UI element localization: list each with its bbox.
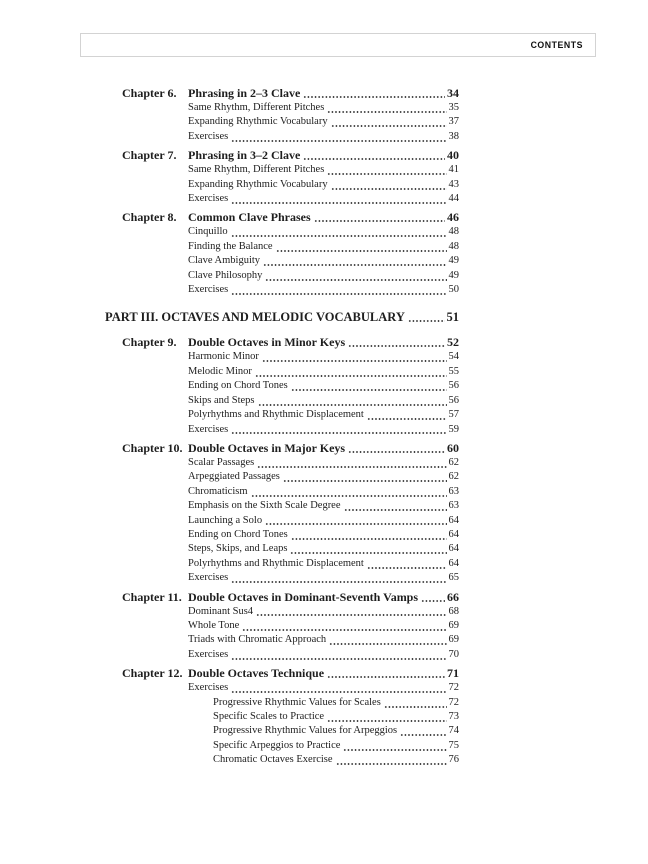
- dot-leader: [290, 379, 448, 393]
- entry-title: Exercises: [188, 648, 229, 660]
- dot-leader: [326, 101, 447, 115]
- page-number: 40: [447, 148, 459, 163]
- toc-row-chapter: [122, 590, 459, 605]
- chapter-label: Chapter 6.: [122, 86, 177, 100]
- toc-row-sub: [122, 130, 459, 144]
- dot-leader: [230, 283, 447, 297]
- toc-row-sub: [122, 365, 459, 379]
- toc-row-sub: [122, 394, 459, 408]
- dot-leader: [399, 724, 447, 738]
- entry-title: Progressive Rhythmic Values for Arpeggios: [213, 725, 398, 737]
- dot-leader: [254, 365, 448, 379]
- entry-title: Clave Philosophy: [188, 269, 263, 281]
- toc-row-sub2: [122, 739, 459, 753]
- entry-title: Triads with Chromatic Approach: [188, 634, 327, 646]
- page-number: 74: [448, 725, 459, 737]
- entry-title: Harmonic Minor: [188, 351, 259, 363]
- entry-title: Polyrhythms and Rhythmic Displacement: [188, 557, 364, 569]
- page-number: 65: [448, 572, 459, 584]
- entry-title: Launching a Solo: [188, 514, 263, 526]
- toc-list: [105, 86, 459, 768]
- page-number: 68: [448, 605, 459, 617]
- dot-leader: [313, 210, 446, 225]
- toc-row-sub: [122, 571, 459, 585]
- toc-row-sub: [122, 681, 459, 695]
- entry-title: Expanding Rhythmic Vocabulary: [188, 178, 328, 190]
- dot-leader: [256, 456, 447, 470]
- toc-row-sub2: [122, 696, 459, 710]
- entry-title: Scalar Passages: [188, 456, 255, 468]
- page-number: 71: [447, 666, 459, 681]
- dot-leader: [330, 115, 448, 129]
- page-number: 50: [448, 284, 459, 296]
- dot-leader: [342, 739, 447, 753]
- dot-leader: [230, 571, 447, 585]
- page-number: 69: [448, 619, 459, 631]
- dot-leader: [230, 648, 447, 662]
- page-number: 37: [448, 116, 459, 128]
- page-number: 59: [448, 423, 459, 435]
- page-number: 54: [448, 351, 459, 363]
- toc-row-sub: [122, 542, 459, 556]
- chapter-label: Chapter 7.: [122, 148, 177, 163]
- toc-row-chapter: [122, 335, 459, 350]
- dot-leader: [255, 605, 447, 619]
- page-number: 52: [447, 335, 459, 350]
- toc-row-chapter: [122, 148, 459, 163]
- dot-leader: [347, 335, 446, 350]
- dot-leader: [326, 666, 446, 681]
- entry-title: Finding the Balance: [188, 240, 273, 252]
- page-number: 66: [447, 589, 459, 604]
- entry-title: Polyrhythms and Rhythmic Displacement: [188, 409, 364, 421]
- page-number: 41: [448, 164, 459, 176]
- page-header: [80, 33, 596, 57]
- toc-row-sub: [122, 163, 459, 177]
- page-number: 64: [448, 543, 459, 555]
- toc-row-sub: [122, 379, 459, 393]
- entry-title: Melodic Minor: [188, 365, 252, 377]
- page-number: 64: [448, 557, 459, 569]
- page-number: 34: [447, 86, 459, 100]
- toc-row-sub: [122, 485, 459, 499]
- dot-leader: [366, 408, 448, 422]
- entry-title: Steps, Skips, and Leaps: [188, 543, 288, 555]
- entry-title: Chromatic Octaves Exercise: [213, 754, 333, 766]
- page-number: 44: [448, 193, 459, 205]
- toc-row-sub: [122, 225, 459, 239]
- toc-row-sub: [122, 254, 459, 268]
- dot-leader: [383, 696, 448, 710]
- dot-leader: [343, 499, 448, 513]
- toc-row-sub: [122, 605, 459, 619]
- entry-title: Exercises: [188, 423, 229, 435]
- entry-title: Progressive Rhythmic Values for Scales: [213, 696, 381, 708]
- dot-leader: [230, 225, 448, 239]
- dot-leader: [250, 485, 448, 499]
- page-number: 38: [448, 130, 459, 142]
- entry-title: Skips and Steps: [188, 394, 255, 406]
- page-number: 70: [448, 648, 459, 660]
- entry-title: Specific Scales to Practice: [213, 711, 325, 722]
- entry-title: Double Octaves in Dominant-Seventh Vamps: [188, 589, 419, 604]
- dot-leader: [328, 633, 447, 647]
- dot-leader: [257, 394, 448, 408]
- entry-title: Ending on Chord Tones: [188, 380, 288, 392]
- dot-leader: [264, 514, 447, 528]
- page-number: 35: [448, 102, 459, 113]
- entry-title: Arpeggiated Passages: [188, 471, 280, 483]
- entry-title: Phrasing in 2–3 Clave: [188, 86, 301, 100]
- toc-row-sub: [122, 178, 459, 192]
- chapter-label: Chapter 10.: [122, 440, 183, 455]
- toc-row-sub: [122, 408, 459, 422]
- toc-row-sub: [122, 423, 459, 437]
- dot-leader: [326, 710, 447, 724]
- dot-leader: [230, 423, 447, 437]
- dot-leader: [262, 254, 447, 268]
- chapter-label: Chapter 11.: [122, 589, 182, 604]
- toc-row-sub: [122, 456, 459, 470]
- entry-title: Common Clave Phrases: [188, 210, 311, 225]
- toc-row-chapter: [122, 210, 459, 225]
- toc-row-sub: [122, 350, 459, 364]
- dot-leader: [230, 130, 447, 144]
- page-number: 55: [448, 365, 459, 377]
- entry-title: Ending on Chord Tones: [188, 528, 288, 540]
- page-number: 69: [448, 634, 459, 646]
- toc-row-sub: [122, 269, 459, 283]
- toc-row-part: [105, 309, 459, 325]
- entry-title: Chromaticism: [188, 485, 248, 497]
- entry-title: Exercises: [188, 572, 229, 584]
- entry-title: Same Rhythm, Different Pitches: [188, 102, 325, 113]
- toc-row-sub: [122, 528, 459, 542]
- toc-row-sub: [122, 240, 459, 254]
- toc-row-chapter: [122, 666, 459, 681]
- entry-title: Double Octaves Technique: [188, 666, 325, 681]
- entry-title: Phrasing in 3–2 Clave: [188, 148, 301, 163]
- page-number: 63: [448, 500, 459, 512]
- toc-row-chapter: [122, 86, 459, 101]
- dot-leader: [261, 350, 448, 364]
- dot-leader: [330, 178, 448, 192]
- page-number: 60: [447, 440, 459, 455]
- dot-leader: [366, 557, 448, 571]
- entry-title: Dominant Sus4: [188, 605, 254, 617]
- page-number: 48: [448, 226, 459, 238]
- toc-row-chapter: [122, 441, 459, 456]
- page-number: 51: [446, 310, 459, 325]
- dot-leader: [302, 86, 446, 101]
- entry-title: Double Octaves in Minor Keys: [188, 335, 346, 350]
- toc-row-sub: [122, 115, 459, 129]
- toc-row-sub: [122, 557, 459, 571]
- dot-leader: [264, 269, 447, 283]
- dot-leader: [275, 240, 448, 254]
- dot-leader: [407, 309, 446, 325]
- page-number: 76: [448, 754, 459, 766]
- toc-row-sub: [122, 499, 459, 513]
- page-number: 75: [448, 739, 459, 751]
- entry-title: Cinquillo: [188, 226, 228, 238]
- page-number: 49: [448, 269, 459, 281]
- page-number: 57: [448, 409, 459, 421]
- chapter-label: Chapter 9.: [122, 335, 177, 350]
- dot-leader: [290, 528, 448, 542]
- page-number: 63: [448, 485, 459, 497]
- toc-row-sub2: [122, 710, 459, 724]
- toc-row-sub: [122, 648, 459, 662]
- dot-leader: [230, 681, 447, 695]
- dot-leader: [420, 590, 446, 605]
- entry-title: Exercises: [188, 193, 229, 205]
- entry-title: PART III. OCTAVES AND MELODIC VOCABULARY: [105, 310, 405, 325]
- page-number: 64: [448, 514, 459, 526]
- toc-row-sub: [122, 633, 459, 647]
- dot-leader: [347, 441, 446, 456]
- page-number: 46: [447, 210, 459, 225]
- chapter-label: Chapter 12.: [122, 666, 183, 681]
- entry-title: Double Octaves in Major Keys: [188, 440, 346, 455]
- dot-leader: [282, 470, 448, 484]
- dot-leader: [230, 192, 447, 206]
- contents-header-label: CONTENTS: [530, 39, 583, 51]
- toc-row-sub2: [122, 724, 459, 738]
- chapter-label: Chapter 8.: [122, 210, 177, 225]
- entry-title: Exercises: [188, 284, 229, 296]
- page-number: 48: [448, 240, 459, 252]
- entry-title: Exercises: [188, 130, 229, 142]
- entry-title: Specific Arpeggios to Practice: [213, 739, 341, 751]
- page-number: 62: [448, 456, 459, 468]
- toc-row-sub: [122, 101, 459, 115]
- page-number: 73: [448, 711, 459, 722]
- dot-leader: [241, 619, 447, 633]
- toc-row-sub: [122, 283, 459, 297]
- page-number: 72: [448, 682, 459, 694]
- entry-title: Clave Ambiguity: [188, 255, 261, 267]
- dot-leader: [335, 753, 448, 767]
- entry-title: Exercises: [188, 682, 229, 694]
- entry-title: Same Rhythm, Different Pitches: [188, 164, 325, 176]
- dot-leader: [326, 163, 447, 177]
- entry-title: Expanding Rhythmic Vocabulary: [188, 116, 328, 128]
- entry-title: Whole Tone: [188, 619, 240, 631]
- page-number: 49: [448, 255, 459, 267]
- toc-row-sub: [122, 514, 459, 528]
- page-number: 43: [448, 178, 459, 190]
- page-number: 62: [448, 471, 459, 483]
- toc-row-sub: [122, 619, 459, 633]
- page-number: 64: [448, 528, 459, 540]
- toc-row-sub: [122, 192, 459, 206]
- toc-row-sub2: [122, 753, 459, 767]
- dot-leader: [289, 542, 447, 556]
- page-number: 56: [448, 394, 459, 406]
- entry-title: Emphasis on the Sixth Scale Degree: [188, 500, 341, 512]
- page-number: 56: [448, 380, 459, 392]
- dot-leader: [302, 148, 446, 163]
- toc-row-sub: [122, 470, 459, 484]
- page-number: 72: [448, 696, 459, 708]
